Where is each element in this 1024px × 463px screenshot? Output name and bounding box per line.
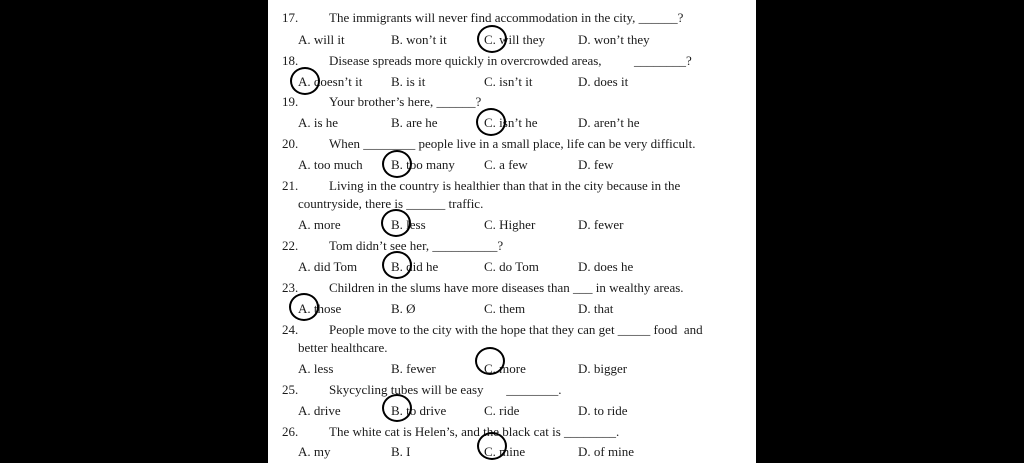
option-c: C. will they bbox=[484, 32, 546, 47]
option-c: C. isn’t he bbox=[484, 115, 538, 130]
answer-circle-22 bbox=[382, 251, 412, 279]
option-a: A. less bbox=[298, 361, 334, 376]
answer-circle-21 bbox=[381, 209, 411, 237]
answer-circle-18 bbox=[290, 67, 320, 95]
option-d: D. of mine bbox=[578, 444, 634, 459]
answer-circle-19 bbox=[476, 108, 506, 136]
answer-circle-24 bbox=[475, 347, 505, 375]
option-d: D. bigger bbox=[578, 361, 628, 376]
option-d: D. to ride bbox=[578, 403, 628, 418]
option-a: A. more bbox=[298, 217, 341, 232]
option-b: B. I bbox=[391, 444, 411, 459]
option-a: A. is he bbox=[298, 115, 339, 130]
option-b: B. too many bbox=[391, 157, 455, 172]
option-d: D. few bbox=[578, 157, 614, 172]
option-b: B. to drive bbox=[391, 403, 447, 418]
answer-circle-25 bbox=[382, 394, 412, 422]
option-c: C. Higher bbox=[484, 217, 536, 232]
option-b: B. won’t it bbox=[391, 32, 447, 47]
option-a: A. drive bbox=[298, 403, 341, 418]
option-a: A. those bbox=[298, 301, 342, 316]
option-d: D. does it bbox=[578, 74, 629, 89]
option-d: D. fewer bbox=[578, 217, 624, 232]
option-a: A. too much bbox=[298, 157, 363, 172]
option-c: C. mine bbox=[484, 444, 526, 459]
option-a: A. will it bbox=[298, 32, 345, 47]
option-b: B. Ø bbox=[391, 301, 416, 316]
answer-circle-17 bbox=[477, 25, 507, 53]
answer-circle-20 bbox=[382, 150, 412, 178]
option-d: D. won’t they bbox=[578, 32, 650, 47]
option-b: B. fewer bbox=[391, 361, 436, 376]
option-b: B. are he bbox=[391, 115, 438, 130]
answer-circle-26 bbox=[477, 432, 507, 460]
option-d: D. does he bbox=[578, 259, 634, 274]
option-c: C. isn’t it bbox=[484, 74, 533, 89]
option-c: C. a few bbox=[484, 157, 528, 172]
option-c: C. more bbox=[484, 361, 526, 376]
option-b: B. is it bbox=[391, 74, 426, 89]
option-a: A. doesn’t it bbox=[298, 74, 363, 89]
option-b: B. less bbox=[391, 217, 426, 232]
answer-circle-23 bbox=[289, 293, 319, 321]
option-c: C. do Tom bbox=[484, 259, 539, 274]
option-d: D. aren’t he bbox=[578, 115, 640, 130]
option-a: A. my bbox=[298, 444, 331, 459]
option-c: C. ride bbox=[484, 403, 520, 418]
option-c: C. them bbox=[484, 301, 526, 316]
option-b: B. did he bbox=[391, 259, 439, 274]
worksheet-page: 17. The immigrants will never find accommodation in the city, ______? A. will it B. won’t it C. will they D. won’t they 18. Disease spreads more quickly in overcrowded areas, ________? A. doesn’t it B. is it C. isn’t it D. does it 19. Your brother’s here, ______? A. is he B. are he C. isn’t he D. aren’t he 20. When ________ people live in a small place, life can be very difficult. A. too much B. too many C. a few D. few 21. Living in the country is healthier than that in the city because in the countryside, there is ______ traffic. A. more B. less C. Higher D. fewer 22. Tom didn’t see her, __________? A. did Tom B. did he C. do Tom D. does he 23. Children in the slums have more diseases than ___ in wealthy areas. A. those B. Ø C. them D. that 24. People move to the city with the hope that they can get _____ food and better healthcare. A. less B. fewer C. more D. bigger 25. Skycycling tubes will be easy ________. A. drive B. to drive C. ride D. to ride 26. The white cat is Helen’s, and the black cat is ________. A. my B. I C. mine D. of mine bbox=[268, 0, 756, 463]
option-a: A. did Tom bbox=[298, 259, 358, 274]
option-d: D. that bbox=[578, 301, 614, 316]
